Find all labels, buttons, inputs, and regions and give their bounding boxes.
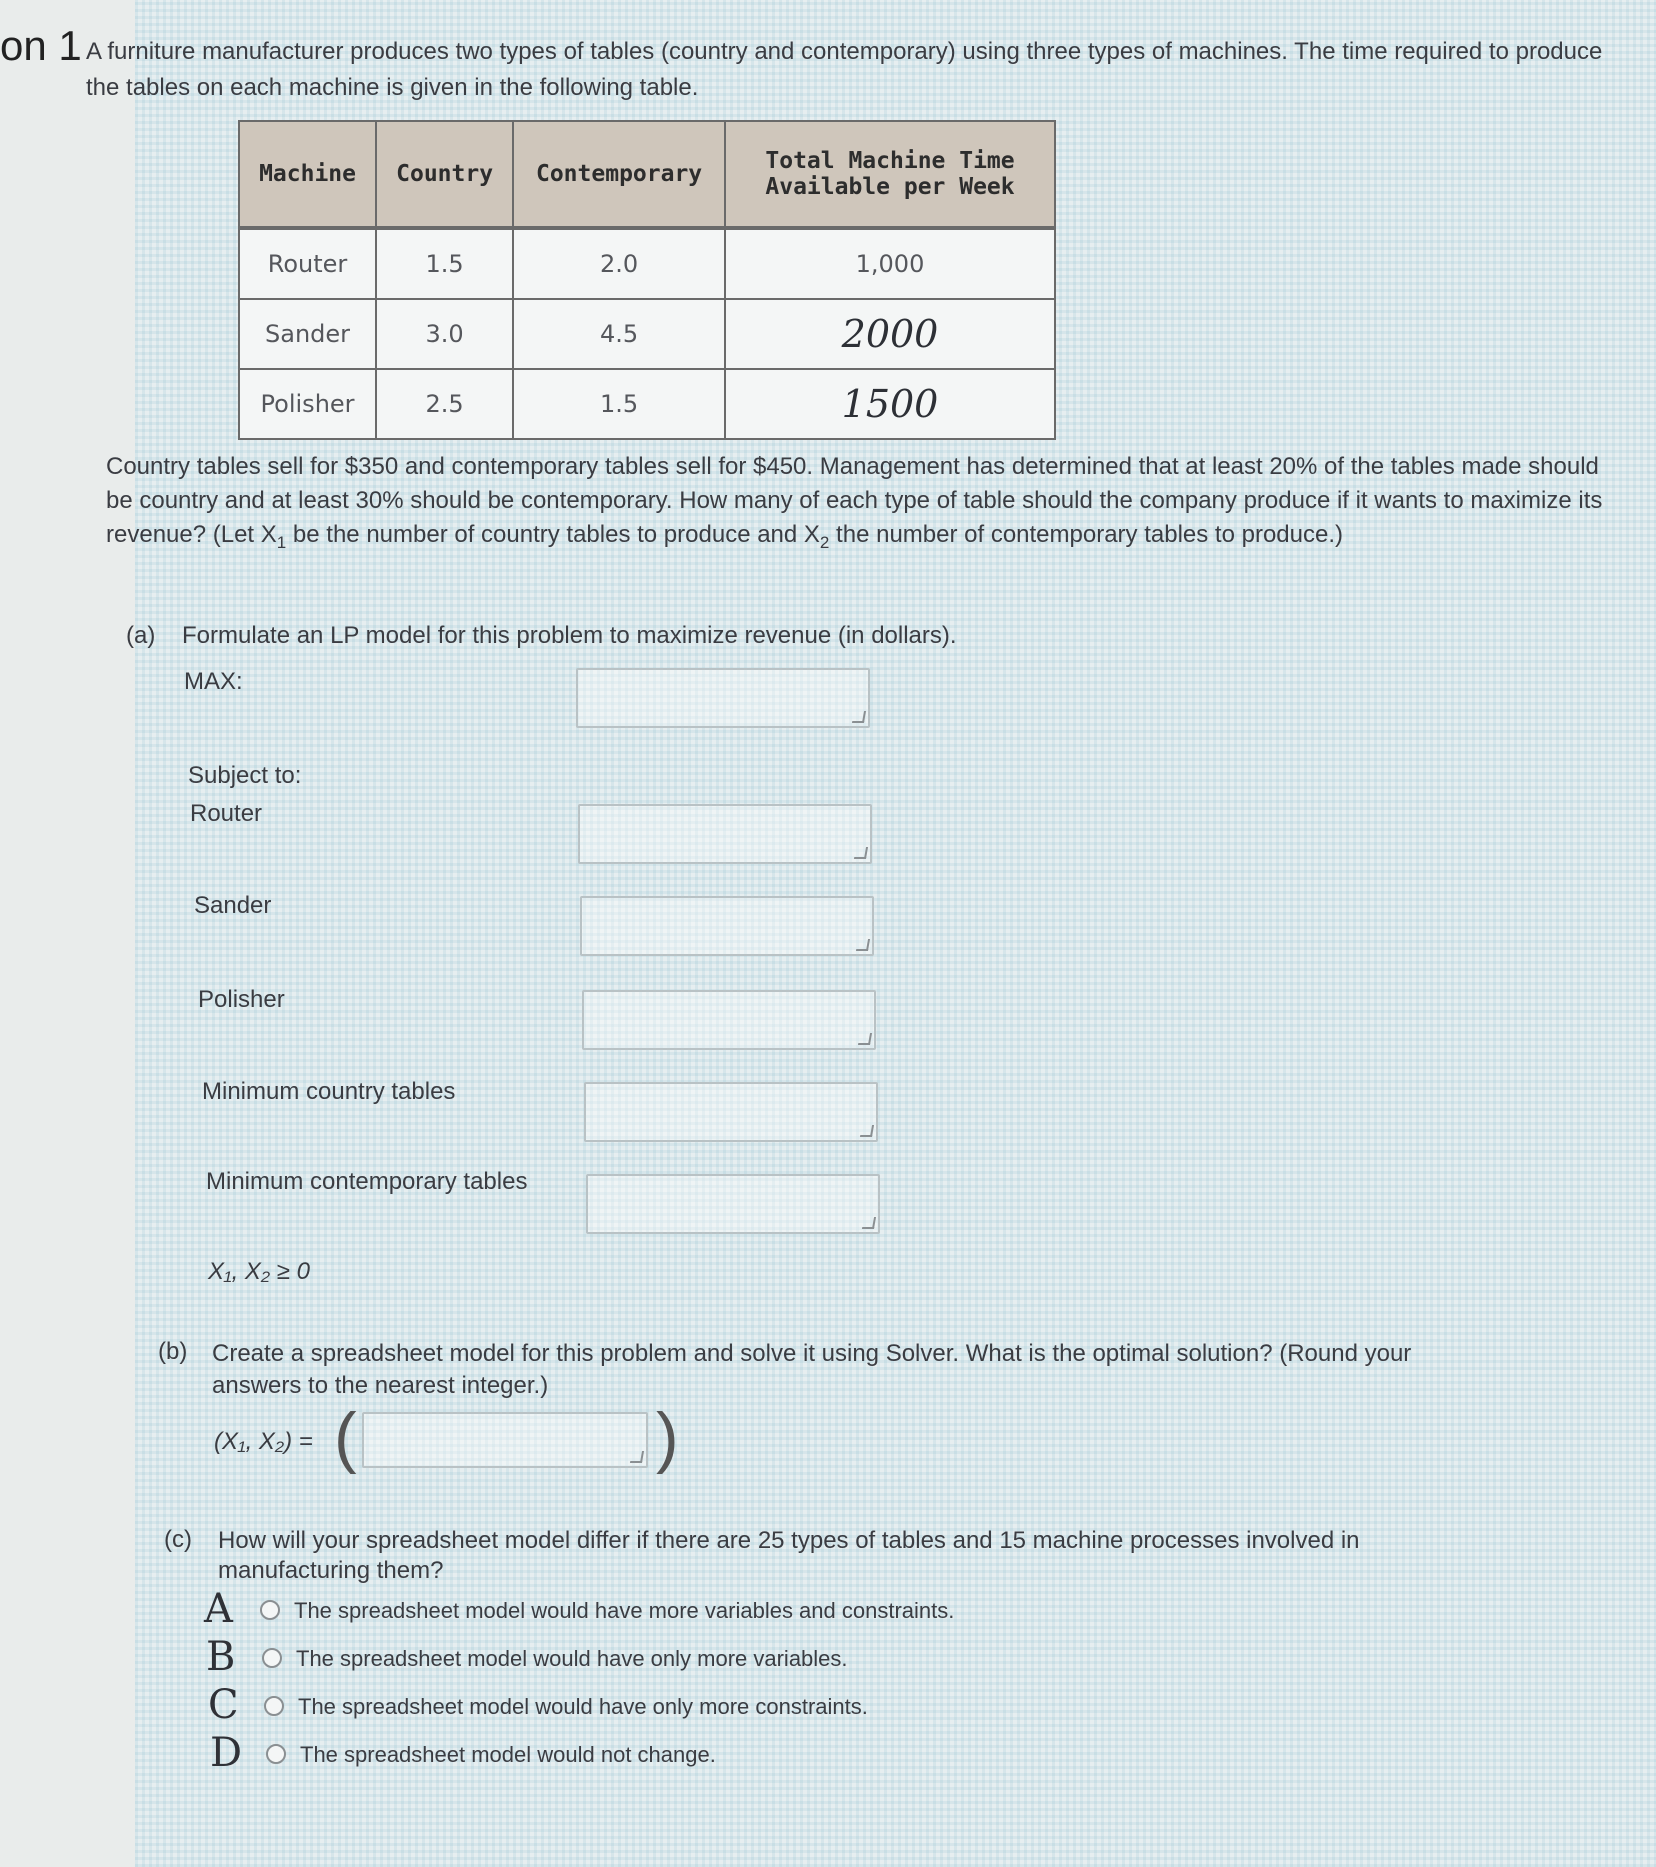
constraint-label-router: Router <box>190 800 263 827</box>
part-b-marker: (b) <box>158 1338 188 1365</box>
cell-contemporary: 2.0 <box>513 228 725 299</box>
header-contemporary: Contemporary <box>513 121 725 228</box>
constraint-label-polisher: Polisher <box>198 986 285 1013</box>
problem-text: be the number of country tables to produce and X <box>286 521 820 548</box>
question-number: on 1 <box>0 22 82 69</box>
option-b-label[interactable]: The spreadsheet model would have only more variables. <box>296 1646 848 1671</box>
constraint-label-min-contemporary: Minimum contemporary tables <box>206 1168 528 1195</box>
machine-time-table <box>238 120 1056 440</box>
resize-handle-icon[interactable] <box>860 1125 874 1137</box>
table-row <box>239 369 1055 439</box>
option-a-label[interactable]: The spreadsheet model would have more variables and constraints. <box>294 1598 955 1623</box>
cell-contemporary: 4.5 <box>513 299 725 369</box>
cell-contemporary: 1.5 <box>513 369 725 439</box>
cell-country: 2.5 <box>376 369 513 439</box>
cell-total-handwritten: 1500 <box>725 369 1055 439</box>
sander-constraint-input[interactable] <box>580 896 874 956</box>
min-country-constraint-input[interactable] <box>584 1082 878 1142</box>
cell-total: 1,000 <box>725 228 1055 299</box>
cell-total-handwritten: 2000 <box>725 299 1055 369</box>
router-constraint-input[interactable] <box>578 804 872 864</box>
resize-handle-icon[interactable] <box>852 711 866 723</box>
max-label: MAX: <box>184 668 243 695</box>
polisher-constraint-input[interactable] <box>582 990 876 1050</box>
cell-country: 3.0 <box>376 299 513 369</box>
min-contemporary-constraint-input[interactable] <box>586 1174 880 1234</box>
part-a-prompt: Formulate an LP model for this problem to maximize revenue (in dollars). <box>182 622 957 649</box>
option-d-label[interactable]: The spreadsheet model would not change. <box>300 1742 716 1767</box>
resize-handle-icon[interactable] <box>858 1033 872 1045</box>
cell-machine: Polisher <box>239 369 376 439</box>
resize-handle-icon[interactable] <box>862 1217 876 1229</box>
subscript-1: 1 <box>276 532 287 552</box>
close-paren: ) <box>656 1399 679 1475</box>
part-a-marker: (a) <box>126 622 156 649</box>
solution-label: (X₁, X₂) = <box>214 1428 313 1455</box>
option-a-radio[interactable] <box>260 1600 280 1620</box>
option-c-radio[interactable] <box>264 1696 284 1716</box>
handwritten-letter-b: B <box>206 1634 236 1680</box>
option-b-radio[interactable] <box>262 1648 282 1668</box>
table-row <box>239 299 1055 369</box>
objective-input[interactable] <box>576 668 870 728</box>
header-machine: Machine <box>239 121 376 228</box>
open-paren: ( <box>334 1399 357 1475</box>
part-c-prompt: How will your spreadsheet model differ if there are 25 types of tables and 15 machine processes involved in manufacturing them? <box>218 1527 1360 1584</box>
problem-text: Country tables sell for $350 and contemporary tables sell for $450. Management has determined that at least 20% of the tables made should be country and at least 30% should be contemporary. How many of each type of table should the company produce if it wants to maximize its revenue? (Let X <box>106 453 1603 548</box>
constraint-label-min-country: Minimum country tables <box>202 1078 456 1105</box>
handwritten-letter-a: A <box>204 1586 233 1632</box>
resize-handle-icon[interactable] <box>854 847 868 859</box>
table-row <box>239 228 1055 299</box>
subscript-2: 2 <box>819 532 830 552</box>
solution-input[interactable] <box>362 1412 648 1468</box>
resize-handle-icon[interactable] <box>856 939 870 951</box>
part-b-prompt: Create a spreadsheet model for this problem and solve it using Solver. What is the optimal solution? (Round your answers to the nearest integer.) <box>212 1340 1412 1399</box>
question-intro: A furniture manufacturer produces two types of tables (country and contemporary) using three types of machines. The time required to produce the tables on each machine is given in the following table. <box>86 38 1603 101</box>
cell-machine: Router <box>239 228 376 299</box>
cell-country: 1.5 <box>376 228 513 299</box>
part-c-marker: (c) <box>164 1526 192 1553</box>
nonnegativity-constraint: X₁, X₂ ≥ 0 <box>208 1258 310 1285</box>
problem-text: the number of contemporary tables to produce.) <box>829 521 1343 548</box>
option-d-radio[interactable] <box>266 1744 286 1764</box>
problem-statement <box>106 450 1606 560</box>
handwritten-letter-d: D <box>210 1730 243 1776</box>
handwritten-letter-c: C <box>208 1682 239 1728</box>
header-country: Country <box>376 121 513 228</box>
resize-handle-icon[interactable] <box>630 1451 644 1463</box>
header-total-time: Total Machine Time Available per Week <box>725 121 1055 228</box>
option-c-label[interactable]: The spreadsheet model would have only more constraints. <box>298 1694 868 1719</box>
table-header-row <box>239 121 1055 228</box>
cell-machine: Sander <box>239 299 376 369</box>
constraint-label-sander: Sander <box>194 892 272 919</box>
subject-to-label: Subject to: <box>188 762 302 789</box>
